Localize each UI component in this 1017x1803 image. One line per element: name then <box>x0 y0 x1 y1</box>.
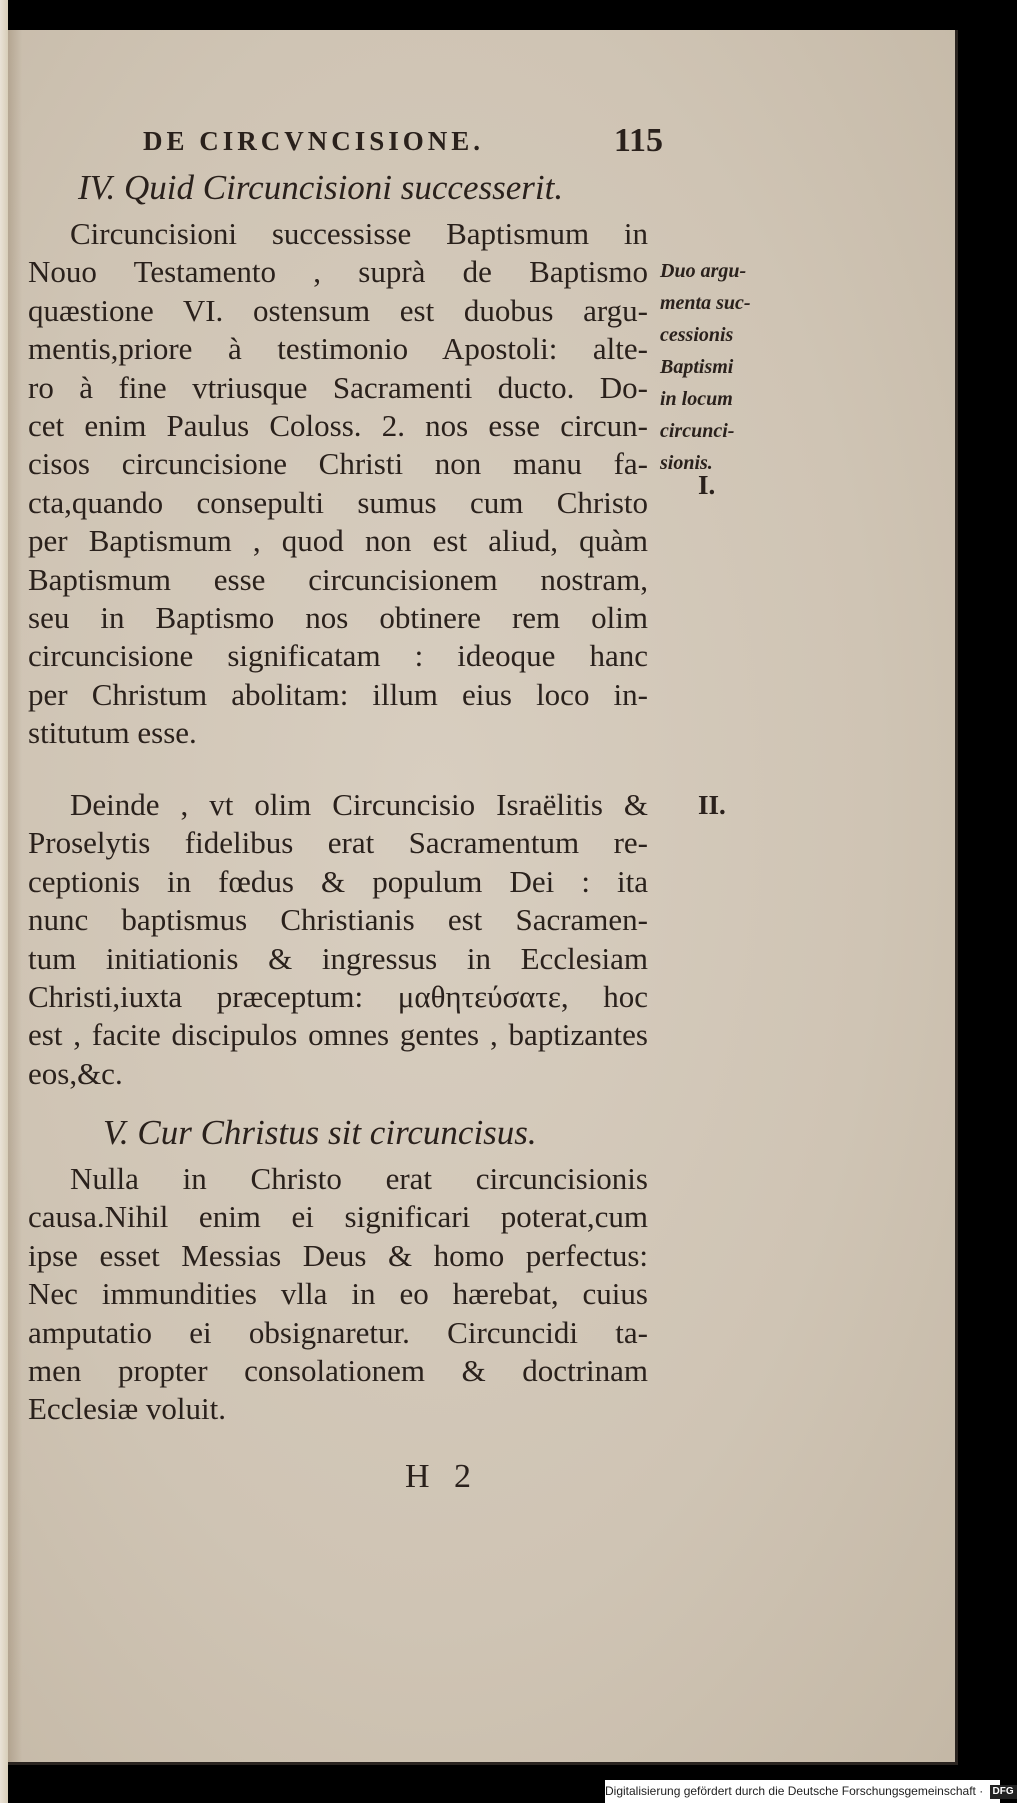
text-line: per Baptismum , quod non est aliud, quàm <box>28 523 648 559</box>
margin-note-line: menta suc- <box>660 292 751 314</box>
text-line: Christi,iuxta præceptum: μαθητεύσατε, hoc <box>28 978 648 1014</box>
text-line: quæstione VI. ostensum est duobus argu- <box>28 292 648 328</box>
text-line: seu in Baptismo nos obtinere rem olim <box>28 599 648 635</box>
footer-text: Digitalisierung gefördert durch die Deutsche Forschungsgemeinschaft · <box>605 1784 984 1798</box>
text-line: stitutum esse. <box>28 715 197 751</box>
text-line: mentis,priore à testimonio Apostoli: alte- <box>28 331 648 367</box>
text-line: Circuncisioni successisse Baptismum in <box>70 216 648 251</box>
margin-note-line: cessionis <box>660 324 734 346</box>
margin-numeral-1: I. <box>698 470 716 500</box>
text-line: cisos circuncisione Christi non manu fa- <box>28 446 648 482</box>
margin-numeral-2: II. <box>698 790 726 820</box>
paragraph-v-1 <box>28 1160 648 1429</box>
text-line: ceptionis in fœdus & populum Dei : ita <box>28 863 648 899</box>
dfg-logo: DFG <box>990 1785 1017 1799</box>
text-line: cet enim Paulus Coloss. 2. nos esse circun- <box>28 407 648 443</box>
text-line: men propter consolationem & doctrinam <box>28 1352 648 1388</box>
paragraph-iv-1 <box>28 215 648 752</box>
text-line: ro à fine vtriusque Sacramenti ducto. Do- <box>28 369 648 405</box>
text-line: est , facite discipulos omnes gentes , baptizantes <box>28 1017 648 1053</box>
digitization-footer <box>605 1780 1014 1803</box>
signature-mark: H 2 <box>405 1458 472 1495</box>
text-line: tum initiationis & ingressus in Ecclesiam <box>28 940 648 976</box>
margin-note-line: sionis. <box>660 452 713 474</box>
margin-note-line: circunci- <box>660 420 735 442</box>
text-line: amputatio ei obsignaretur. Circuncidi ta- <box>28 1314 648 1350</box>
text-line: Baptismum esse circuncisionem nostram, <box>28 561 648 597</box>
running-head <box>143 122 663 162</box>
text-line: Nulla in Christo erat circuncisionis <box>70 1161 648 1196</box>
margin-note-line: Duo argu- <box>660 260 747 282</box>
margin-note-line: Baptismi <box>660 356 734 378</box>
text-line: cta,quando consepulti sumus cum Christo <box>28 484 648 520</box>
running-title: DE CIRCVNCISIONE. <box>143 126 485 156</box>
text-line: Ecclesiæ voluit. <box>28 1391 227 1427</box>
text-line: nunc baptismus Christianis est Sacramen- <box>28 902 648 938</box>
text-line: eos,&c. <box>28 1055 123 1091</box>
text-line: Nouo Testamento , suprà de Baptismo <box>28 254 648 290</box>
margin-note <box>660 255 810 479</box>
text-line: per Christum abolitam: illum eius loco in- <box>28 676 648 712</box>
paragraph-iv-2 <box>28 786 648 1093</box>
section-heading-v: V. Cur Christus sit circuncisus. <box>103 1113 537 1152</box>
book-page <box>8 30 958 1765</box>
text-line: circuncisione significatam : ideoque hanc <box>28 638 648 674</box>
margin-note-line: in locum <box>660 388 733 410</box>
text-line: Deinde , vt olim Circuncisio Israëlitis & <box>70 787 648 822</box>
book-gutter-edge <box>0 0 8 1803</box>
page-number: 115 <box>613 122 663 159</box>
text-line: ipse esset Messias Deus & homo perfectus: <box>28 1237 648 1273</box>
text-line: Proselytis fidelibus erat Sacramentum re- <box>28 825 648 861</box>
text-line: Nec immundities vlla in eo hærebat, cuius <box>28 1276 648 1312</box>
section-heading-iv: IV. Quid Circuncisioni successerit. <box>78 168 564 207</box>
text-line: causa.Nihil enim ei significari poterat,cum <box>28 1199 648 1235</box>
